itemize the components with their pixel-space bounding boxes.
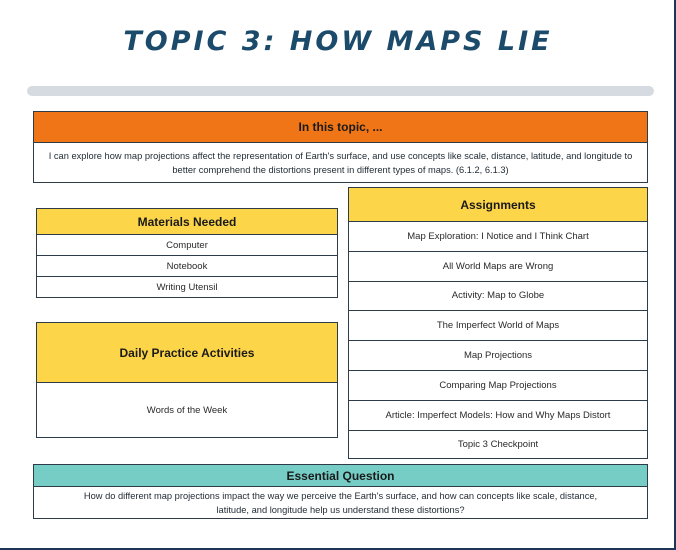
page-title: TOPIC 3: HOW MAPS LIE: [123, 26, 553, 57]
materials-item: Notebook: [37, 255, 337, 276]
materials-heading: Materials Needed: [37, 209, 337, 234]
topic-panel: [33, 111, 648, 183]
assignments-panel: [348, 187, 648, 459]
essential-question-text: How do different map projections impact the way we perceive the Earth's surface, and how can concepts like scale, distance, latitude, and longitude help us understand these distortions?: [83, 490, 598, 515]
assignment-item[interactable]: Comparing Map Projections: [349, 370, 647, 400]
assignment-item[interactable]: All World Maps are Wrong: [349, 251, 647, 281]
assignment-item[interactable]: The Imperfect World of Maps: [349, 310, 647, 340]
assignment-item[interactable]: Article: Imperfect Models: How and Why Maps Distort: [349, 400, 647, 430]
daily-practice-panel: [36, 322, 338, 438]
title-divider: [27, 86, 654, 96]
materials-panel: [36, 208, 338, 298]
assignment-item[interactable]: Activity: Map to Globe: [349, 281, 647, 311]
topic-text: I can explore how map projections affect the representation of Earth's surface, and use concepts like scale, distance, latitude, and longitude to better comprehend the distortions present in different types of maps. (6.1.2, 6.1.3): [48, 150, 633, 175]
essential-question-heading: Essential Question: [34, 465, 647, 487]
materials-item: Writing Utensil: [37, 276, 337, 297]
materials-item: Computer: [37, 234, 337, 255]
assignments-heading: Assignments: [349, 188, 647, 221]
assignment-item[interactable]: Map Projections: [349, 340, 647, 370]
essential-question-panel: [33, 464, 648, 519]
assignment-item[interactable]: Topic 3 Checkpoint: [349, 430, 647, 460]
topic-heading: In this topic, ...: [34, 112, 647, 143]
daily-practice-heading: Daily Practice Activities: [37, 323, 337, 382]
daily-practice-item[interactable]: Words of the Week: [37, 382, 337, 437]
assignment-item[interactable]: Map Exploration: I Notice and I Think Chart: [349, 221, 647, 251]
